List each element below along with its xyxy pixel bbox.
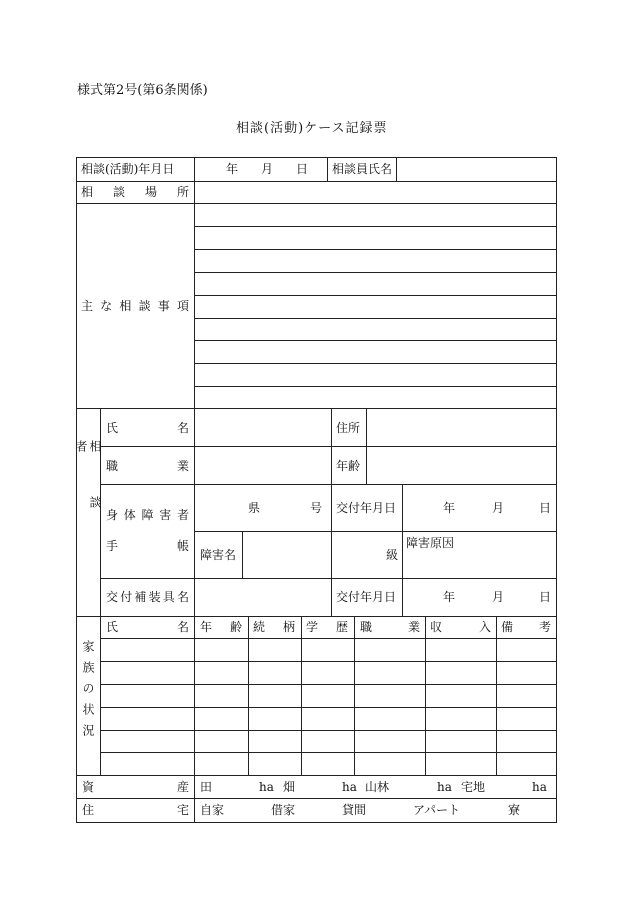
month-unit: 月: [261, 162, 274, 176]
disability-cause-label: 障害原因: [406, 536, 455, 550]
rule: [194, 157, 195, 616]
rule: [100, 446, 557, 447]
table-border-right: [556, 157, 557, 822]
rule: [100, 661, 557, 662]
family-col-relation-2: 柄: [283, 620, 296, 634]
issue-year-unit: 年: [443, 501, 456, 515]
table-border-top: [76, 157, 557, 158]
rule: [76, 616, 557, 617]
occupation-label-2: 業: [177, 459, 190, 473]
rule: [301, 616, 302, 775]
blank-line: [194, 249, 556, 250]
disability-name-label: 障害名: [200, 548, 237, 562]
assets-residential-land: 宅地: [461, 780, 486, 794]
blank-line: [194, 386, 556, 387]
family-col-relation-1: 続: [253, 620, 266, 634]
form-number: 様式第2号(第6条関係): [77, 83, 208, 98]
family-col-income-1: 収: [430, 620, 443, 634]
family-col-age-2: 齢: [230, 620, 243, 634]
assets-ha-3: ha: [437, 780, 452, 794]
housing-apartment: アパート: [413, 803, 461, 817]
year-unit: 年: [226, 162, 239, 176]
form-title: 相談(活動)ケース記録票: [236, 121, 388, 136]
rule: [194, 531, 557, 532]
family-col-age-1: 年: [200, 620, 213, 634]
consultee-group-text: 相談者: [74, 440, 102, 552]
family-col-income-2: 入: [479, 620, 492, 634]
rule: [76, 408, 557, 409]
rule: [242, 531, 243, 578]
blank-line: [194, 340, 556, 341]
issue-day-unit: 日: [539, 501, 552, 515]
assets-ha-1: ha: [259, 780, 274, 794]
consultee-group-label: [74, 440, 102, 580]
blank-line: [194, 295, 556, 296]
aid-month-unit: 月: [492, 590, 505, 604]
housing-dormitory: 寮: [508, 803, 521, 817]
issue-date-label: 交付年月日: [336, 501, 397, 515]
rule: [248, 616, 249, 775]
handbook-label-1: 身体障害者: [106, 508, 189, 522]
grade-unit: 級: [386, 548, 399, 562]
blank-line: [194, 363, 556, 364]
assets-label-2: 産: [177, 780, 190, 794]
family-col-occupation-2: 業: [408, 620, 421, 634]
family-col-remarks-1: 備: [501, 620, 514, 634]
rule: [76, 775, 557, 776]
rule: [396, 157, 397, 181]
main-matters-label: 主な相談事項: [81, 299, 189, 313]
rule: [76, 798, 557, 799]
family-col-occupation-1: 職: [360, 620, 373, 634]
day-unit: 日: [296, 162, 309, 176]
rule: [496, 616, 497, 775]
handbook-label-2a: 手: [106, 539, 119, 553]
assets-ha-4: ha: [532, 780, 547, 794]
rule: [100, 578, 557, 579]
name-label-1: 氏: [106, 421, 119, 435]
address-label: 住所: [336, 421, 361, 435]
consultation-place-label: 相談場所: [81, 185, 189, 199]
consultation-date-label: 相談(活動)年月日: [81, 162, 175, 176]
prosthetic-aid-label: 交付補装具名: [106, 590, 189, 604]
family-col-remarks-2: 考: [539, 620, 552, 634]
rule: [100, 638, 557, 639]
blank-line: [194, 226, 556, 227]
consultant-name-label: 相談員氏名: [332, 162, 393, 176]
occupation-label-1: 職: [106, 459, 119, 473]
issue-month-unit: 月: [492, 501, 505, 515]
rule: [366, 408, 367, 484]
assets-rice-field: 田: [200, 780, 213, 794]
name-label-2: 名: [177, 421, 190, 435]
rule: [194, 775, 195, 822]
rule: [194, 616, 195, 775]
family-col-name-2: 名: [177, 620, 190, 634]
housing-own-home: 自家: [200, 803, 225, 817]
blank-line: [194, 272, 556, 273]
rule: [425, 616, 426, 775]
rule: [100, 684, 557, 685]
handbook-label-2b: 帳: [177, 539, 190, 553]
housing-label-2: 宅: [177, 803, 190, 817]
rule: [100, 752, 557, 753]
family-col-education-2: 歴: [336, 620, 349, 634]
housing-rented-room: 貸間: [342, 803, 367, 817]
aid-year-unit: 年: [443, 590, 456, 604]
rule: [331, 408, 332, 616]
rule: [402, 484, 403, 616]
rule: [76, 203, 557, 204]
housing-rented-house: 借家: [271, 803, 296, 817]
assets-farm-field: 畑: [283, 780, 296, 794]
assets-label-1: 資: [82, 780, 95, 794]
family-col-name-1: 氏: [106, 620, 119, 634]
family-group-text: 家族の状況: [81, 640, 95, 745]
rule: [76, 181, 557, 182]
family-col-education-1: 学: [306, 620, 319, 634]
aid-day-unit: 日: [539, 590, 552, 604]
family-group-label: [78, 640, 98, 760]
rule: [100, 707, 557, 708]
age-label: 年齢: [336, 459, 361, 473]
prefecture-unit: 県: [248, 501, 261, 515]
assets-forest: 山林: [365, 780, 390, 794]
rule: [100, 484, 557, 485]
table-border-bottom: [76, 822, 557, 823]
aid-issue-date-label: 交付年月日: [336, 590, 397, 604]
rule: [354, 616, 355, 775]
housing-label-1: 住: [82, 803, 95, 817]
number-unit: 号: [310, 501, 323, 515]
assets-ha-2: ha: [342, 780, 357, 794]
rule: [100, 730, 557, 731]
rule: [327, 157, 328, 181]
blank-line: [194, 318, 556, 319]
